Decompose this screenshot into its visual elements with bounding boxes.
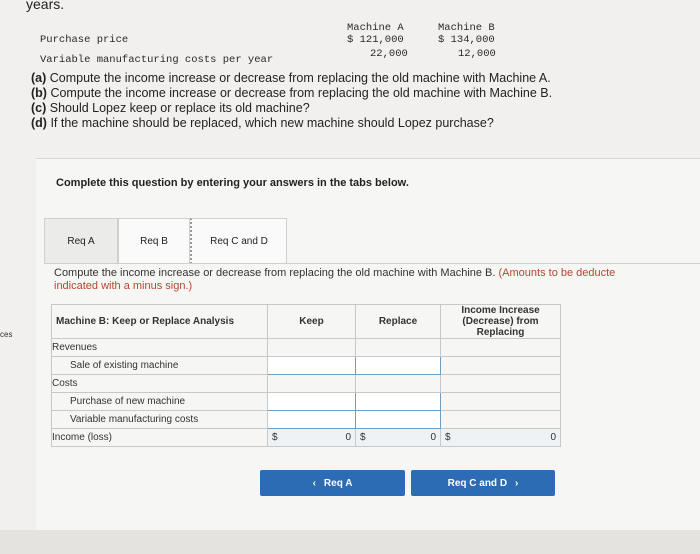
question-b: (b) Compute the income increase or decrease from replacing the old machine with Machine B. [31, 86, 553, 100]
purchase-label: Purchase of new machine [52, 393, 268, 411]
complete-instruction: Complete this question by entering your answers in the tabs below. [56, 177, 409, 189]
variable-costs-a: 22,000 [370, 48, 408, 60]
purchase-income [441, 393, 561, 411]
tab-divider [44, 263, 700, 264]
income-replace: $ 0 [356, 429, 441, 447]
bottom-strip [0, 530, 700, 554]
prev-button-label: Req A [323, 477, 353, 489]
chevron-left-icon: ‹ [312, 477, 316, 489]
sale-income [441, 357, 561, 375]
variable-costs-label: Variable manufacturing costs per year [40, 54, 274, 66]
purchase-price-label: Purchase price [40, 34, 129, 46]
revenues-income [441, 339, 561, 357]
question-list [31, 71, 552, 131]
keep-header: Keep [268, 305, 356, 339]
variable-label: Variable manufacturing costs [52, 411, 268, 429]
costs-replace [356, 375, 441, 393]
sale-keep-input[interactable] [268, 357, 356, 375]
machine-b-header: Machine B [438, 22, 495, 34]
side-label: ces [0, 330, 13, 339]
variable-income [441, 411, 561, 429]
question-c: (c) Should Lopez keep or replace its old machine? [31, 101, 310, 115]
tab-instruction: Compute the income increase or decrease from replacing the old machine with Machine B. (Amounts to be deducte indicated with a minus sign.) [54, 267, 616, 292]
income-header: Income Increase (Decrease) from Replacing [441, 305, 561, 339]
purchase-replace-input[interactable] [356, 393, 441, 411]
replace-header: Replace [356, 305, 441, 339]
income-label: Income (loss) [52, 429, 268, 447]
purchase-price-a: $ 121,000 [347, 34, 404, 46]
income-difference: $ 0 [441, 429, 561, 447]
costs-income [441, 375, 561, 393]
next-req-cd-button[interactable] [411, 470, 555, 496]
prev-req-a-button[interactable] [260, 470, 405, 496]
req-tabs [44, 218, 287, 264]
purchase-price-b: $ 134,000 [438, 34, 495, 46]
machine-a-header: Machine A [347, 22, 404, 34]
revenues-label: Revenues [52, 339, 268, 357]
tab-req-c-and-d[interactable]: Req C and D [190, 218, 287, 264]
variable-replace-input[interactable] [356, 411, 441, 429]
keep-replace-table [51, 304, 561, 447]
question-d: (d) If the machine should be replaced, which new machine should Lopez purchase? [31, 116, 494, 130]
years-text: years. [26, 0, 65, 12]
revenues-keep [268, 339, 356, 357]
tab-req-a[interactable]: Req A [44, 218, 118, 264]
revenues-replace [356, 339, 441, 357]
question-a: (a) Compute the income increase or decrease from replacing the old machine with Machine A. [31, 71, 551, 85]
sale-replace-input[interactable] [356, 357, 441, 375]
tab-req-b[interactable]: Req B [118, 218, 190, 264]
next-button-label: Req C and D [447, 477, 508, 489]
variable-keep-input[interactable] [268, 411, 356, 429]
variable-costs-b: 12,000 [458, 48, 496, 60]
chevron-right-icon: › [515, 477, 519, 489]
sale-label: Sale of existing machine [52, 357, 268, 375]
costs-label: Costs [52, 375, 268, 393]
income-keep: $ 0 [268, 429, 356, 447]
purchase-keep-input[interactable] [268, 393, 356, 411]
table-title: Machine B: Keep or Replace Analysis [52, 305, 268, 339]
costs-keep [268, 375, 356, 393]
